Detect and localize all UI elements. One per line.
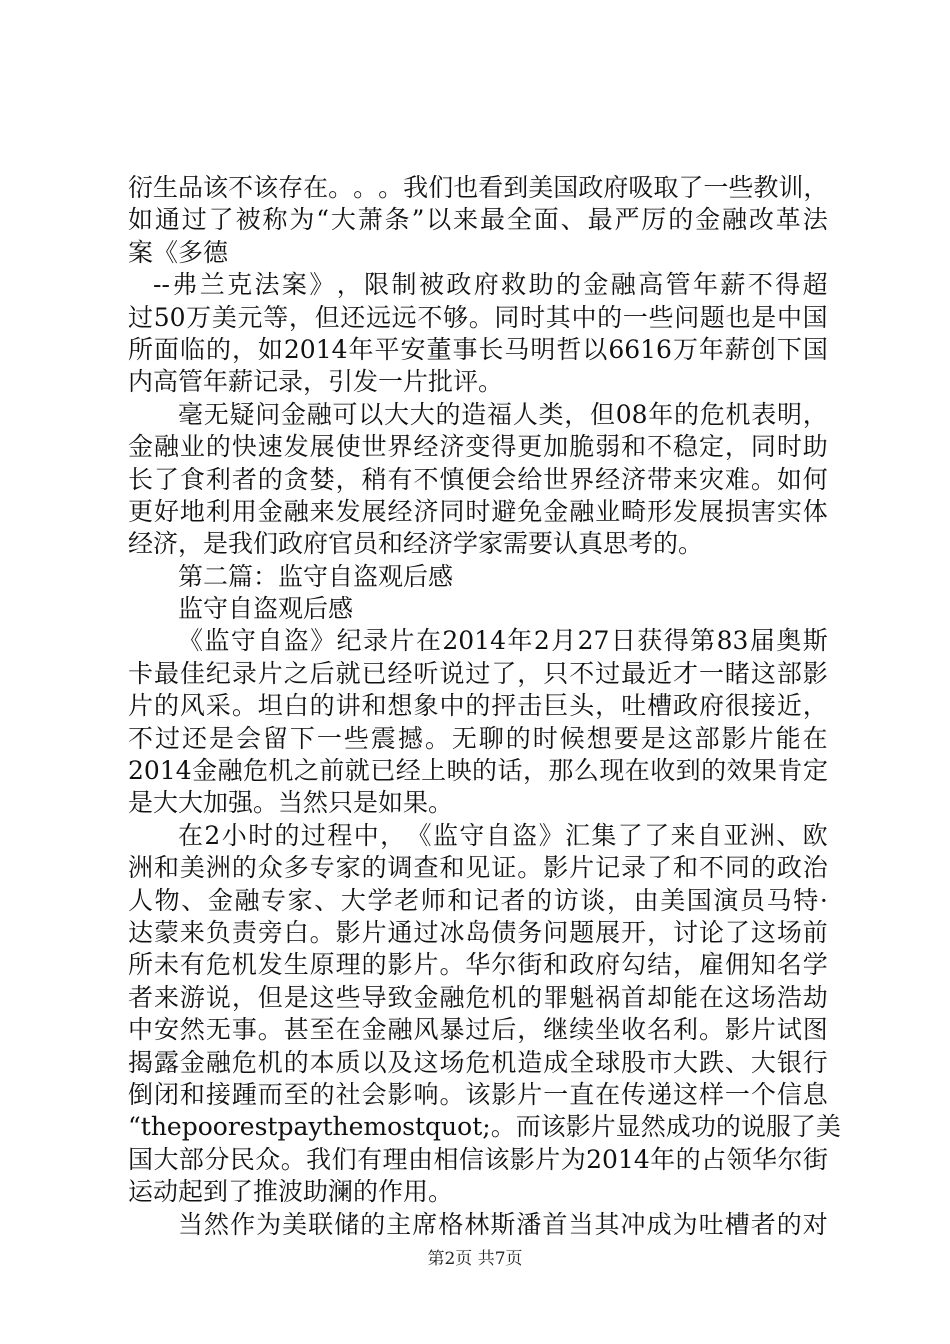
text-line: 《 监 守 自 盗 》 纪 录 片 在 2014 年 2 月 27 日 获 得 第 83 届 奥 斯	[178, 626, 828, 656]
text-line: 2014 金 融 危 机 之 前 就 已 经 上 映 的 话 ， 那 么 现 在 收 到 的 效 果 肯 定	[128, 756, 828, 786]
text-line: 倒 闭 和 接 踵 而 至 的 社 会 影 响 。 该 影 片 一 直 在 传 递 这 样 一 个 信 息	[128, 1079, 828, 1109]
text-line: 中 安 然 无 事 。 甚 至 在 金 融 风 暴 过 后 ， 继 续 坐 收 名 利 。 影 片 试 图	[128, 1015, 828, 1045]
text-line: 人 物 、 金 融 专 家 、 大 学 老 师 和 记 者 的 访 谈 ， 由 美 国 演 员 马 特 ·	[128, 885, 828, 915]
text-line: 是大大加强。当然只是如果。	[128, 788, 454, 818]
text-line: 监守自盗观后感	[178, 594, 354, 624]
text-line: 经济，是我们政府官员和经济学家需要认真思考的。	[128, 529, 704, 559]
text-line: 洲 和 美 洲 的 众 多 专 家 的 调 查 和 见 证 。 影 片 记 录 了 和 不 同 的 政 治	[128, 853, 828, 883]
text-line: 达 蒙 来 负 责 旁 白 。 影 片 通 过 冰 岛 债 务 问 题 展 开 ， 讨 论 了 这 场 前	[128, 917, 828, 947]
text-line: 不 过 还 是 会 留 下 一 些 震 撼 。 无 聊 的 时 候 想 要 是 这 部 影 片 能 在	[128, 723, 828, 753]
text-line: 当 然 作 为 美 联 储 的 主 席 格 林 斯 潘 首 当 其 冲 成 为 吐 槽 者 的 对	[178, 1209, 828, 1239]
text-line: 过 50 万 美 元 等 ， 但 还 远 远 不 够 。 同 时 其 中 的 一 些 问 题 也 是 中 国	[128, 302, 828, 332]
text-line: 如 通 过 了 被 称 为 “ 大 萧 条 ” 以 来 最 全 面 、 最 严 厉 的 金 融 改 革 法	[128, 205, 828, 235]
document-body	[128, 172, 841, 1241]
text-line: 第二篇：监守自盗观后感	[178, 561, 454, 591]
text-line: 片 的 风 采 。 坦 白 的 讲 和 想 象 中 的 抨 击 巨 头 ， 吐 槽 政 府 很 接 近 ，	[128, 691, 828, 721]
text-line: 国 大 部 分 民 众 。 我 们 有 理 由 相 信 该 影 片 为 2014 年 的 占 领 华 尔 街	[128, 1144, 828, 1174]
page-footer: 第2页 共7页	[427, 1249, 523, 1269]
text-line: 卡 最 佳 纪 录 片 之 后 就 已 经 听 说 过 了 ， 只 不 过 最 近 才 一 睹 这 部 影	[128, 658, 828, 688]
text-line: “ thepoorestpaythemostquot; 。 而 该 影 片 显 然 成 功 的 说 服 了 美	[128, 1112, 841, 1142]
text-line: 更 好 地 利 用 金 融 来 发 展 经 济 同 时 避 免 金 融 业 畸 形 发 展 损 害 实 体	[128, 496, 828, 526]
text-line: 衍 生 品 该 不 该 存 在 。 。 。 我 们 也 看 到 美 国 政 府 吸 取 了 一 些 教 训 ，	[128, 173, 829, 202]
text-line: -- 弗 兰 克 法 案 》 ， 限 制 被 政 府 救 助 的 金 融 高 管 年 薪 不 得 超	[153, 270, 828, 300]
text-line: 长 了 食 利 者 的 贪 婪 ， 稍 有 不 慎 便 会 给 世 界 经 济 带 来 灾 难 。 如 何	[128, 464, 828, 494]
text-line: 运动起到了推波助澜的作用。	[128, 1177, 454, 1207]
text-line: 者 来 游 说 ， 但 是 这 些 导 致 金 融 危 机 的 罪 魁 祸 首 却 能 在 这 场 浩 劫	[128, 982, 828, 1012]
text-line: 所 未 有 危 机 发 生 原 理 的 影 片 。 华 尔 街 和 政 府 勾 结 ， 雇 佣 知 名 学	[128, 950, 828, 980]
text-line: 所 面 临 的 ， 如 2014 年 平 安 董 事 长 马 明 哲 以 6616 万 年 薪 创 下 国	[128, 334, 828, 364]
text-line: 金 融 业 的 快 速 发 展 使 世 界 经 济 变 得 更 加 脆 弱 和 不 稳 定 ， 同 时 助	[128, 432, 828, 462]
text-line: 毫 无 疑 问 金 融 可 以 大 大 的 造 福 人 类 ， 但 08 年 的 危 机 表 明 ，	[178, 399, 828, 429]
text-line: 在 2 小 时 的 过 程 中 ， 《 监 守 自 盗 》 汇 集 了 了 来 自 亚 洲 、 欧	[178, 820, 828, 850]
text-line: 揭 露 金 融 危 机 的 本 质 以 及 这 场 危 机 造 成 全 球 股 市 大 跌 、 大 银 行	[128, 1047, 828, 1077]
text-line: 内高管年薪记录，引发一片批评。	[128, 367, 504, 397]
text-line: 案《多德	[128, 237, 229, 267]
